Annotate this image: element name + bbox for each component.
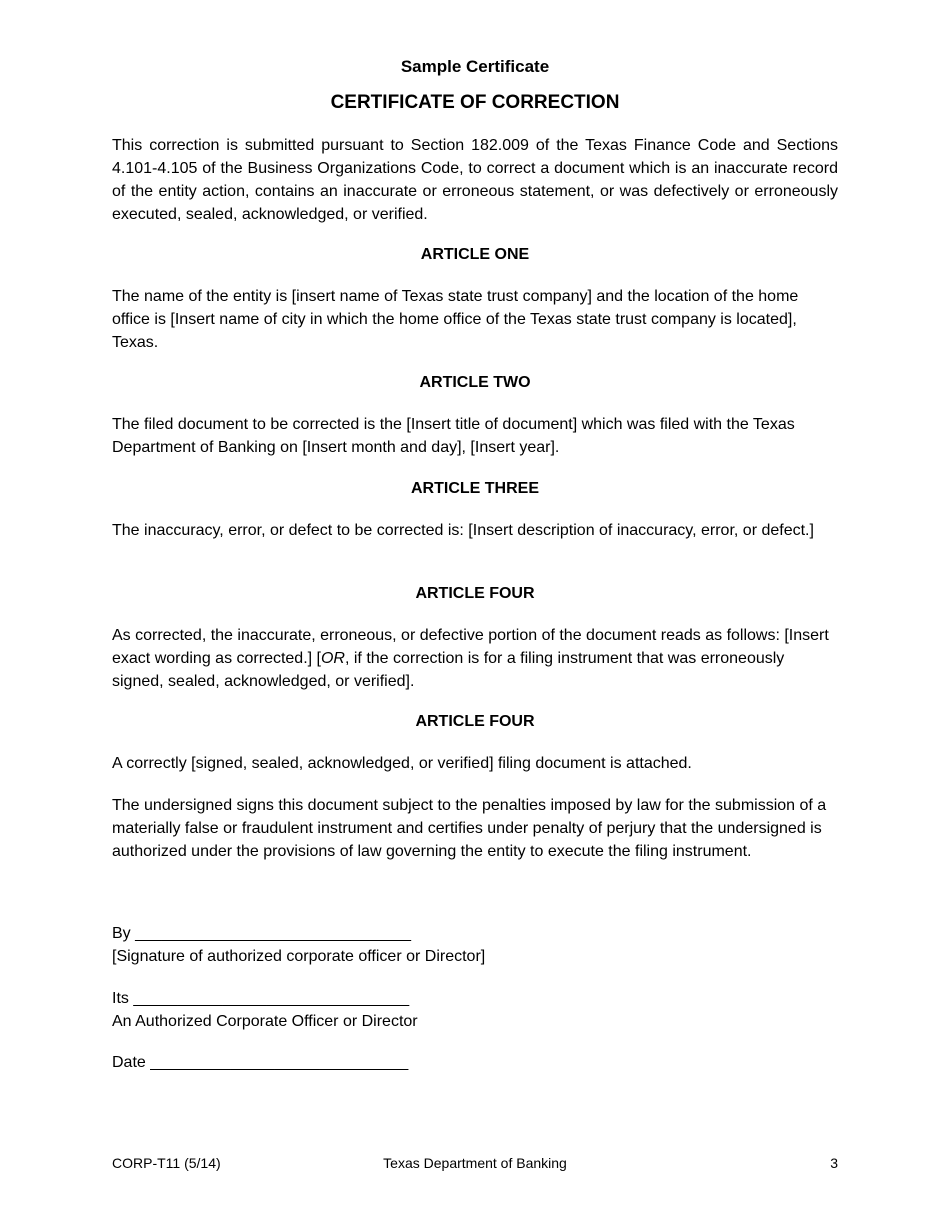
signature-date-line[interactable]: Date _____________________________ bbox=[112, 1054, 409, 1071]
footer-page-number: 3 bbox=[830, 1155, 838, 1171]
article-four-text-after: , if the correction is for a filing instrument that was erroneously signed, sealed, acknowledged, or verified]. bbox=[112, 650, 785, 690]
signature-its-caption: An Authorized Corporate Officer or Director bbox=[112, 1013, 418, 1030]
article-five-text: A correctly [signed, sealed, acknowledged, or verified] filing document is attached. bbox=[112, 755, 692, 772]
article-four-text-before: As corrected, the inaccurate, erroneous, or defective portion of the document reads as follows: [Insert exact wording as corrected.] [ bbox=[112, 627, 829, 667]
article-four-heading: ARTICLE FOUR bbox=[415, 585, 535, 602]
article-three-text: The inaccuracy, error, or defect to be corrected is: [Insert description of inaccuracy, error, or defect.] bbox=[112, 522, 814, 539]
article-five-heading: ARTICLE FOUR bbox=[415, 713, 535, 730]
document-subtitle: Sample Certificate bbox=[400, 57, 550, 76]
article-four-text-italic: OR bbox=[320, 650, 345, 667]
article-two-heading: ARTICLE TWO bbox=[419, 374, 531, 391]
article-one-heading: ARTICLE ONE bbox=[420, 246, 530, 263]
article-three-heading: ARTICLE THREE bbox=[411, 480, 539, 497]
signature-its-line[interactable]: Its _______________________________ bbox=[112, 990, 410, 1007]
footer-form-number: CORP-T11 (5/14) bbox=[112, 1155, 221, 1171]
footer-agency: Texas Department of Banking bbox=[383, 1155, 567, 1171]
document-title: CERTIFICATE OF CORRECTION bbox=[330, 92, 620, 113]
signature-by-caption: [Signature of authorized corporate officer or Director] bbox=[112, 948, 486, 965]
article-one-text: The name of the entity is [insert name of Texas state trust company] and the location of the home office is [Insert name of city in which the home office of the Texas state trust company is located], Texas. bbox=[112, 288, 799, 351]
signature-by-line[interactable]: By _______________________________ bbox=[112, 925, 411, 942]
article-two-text: The filed document to be corrected is the [Insert title of document] which was filed with the Texas Department of Banking on [Insert month and day], [Insert year]. bbox=[112, 416, 795, 456]
closing-paragraph: The undersigned signs this document subject to the penalties imposed by law for the submission of a materially false or fraudulent instrument and certifies under penalty of perjury that the undersigned is authorized under the provisions of law governing the entity to execute the filing instrument. bbox=[112, 797, 827, 860]
intro-paragraph: This correction is submitted pursuant to Section 182.009 of the Texas Finance Code and Sections 4.101-4.105 of the Business Organizations Code, to correct a document which is an inaccurate record of the entity action, contains an inaccurate or erroneous statement, or was defectively or erroneously executed, sealed, acknowledged, or verified. bbox=[112, 137, 838, 223]
article-four-text bbox=[112, 624, 838, 693]
